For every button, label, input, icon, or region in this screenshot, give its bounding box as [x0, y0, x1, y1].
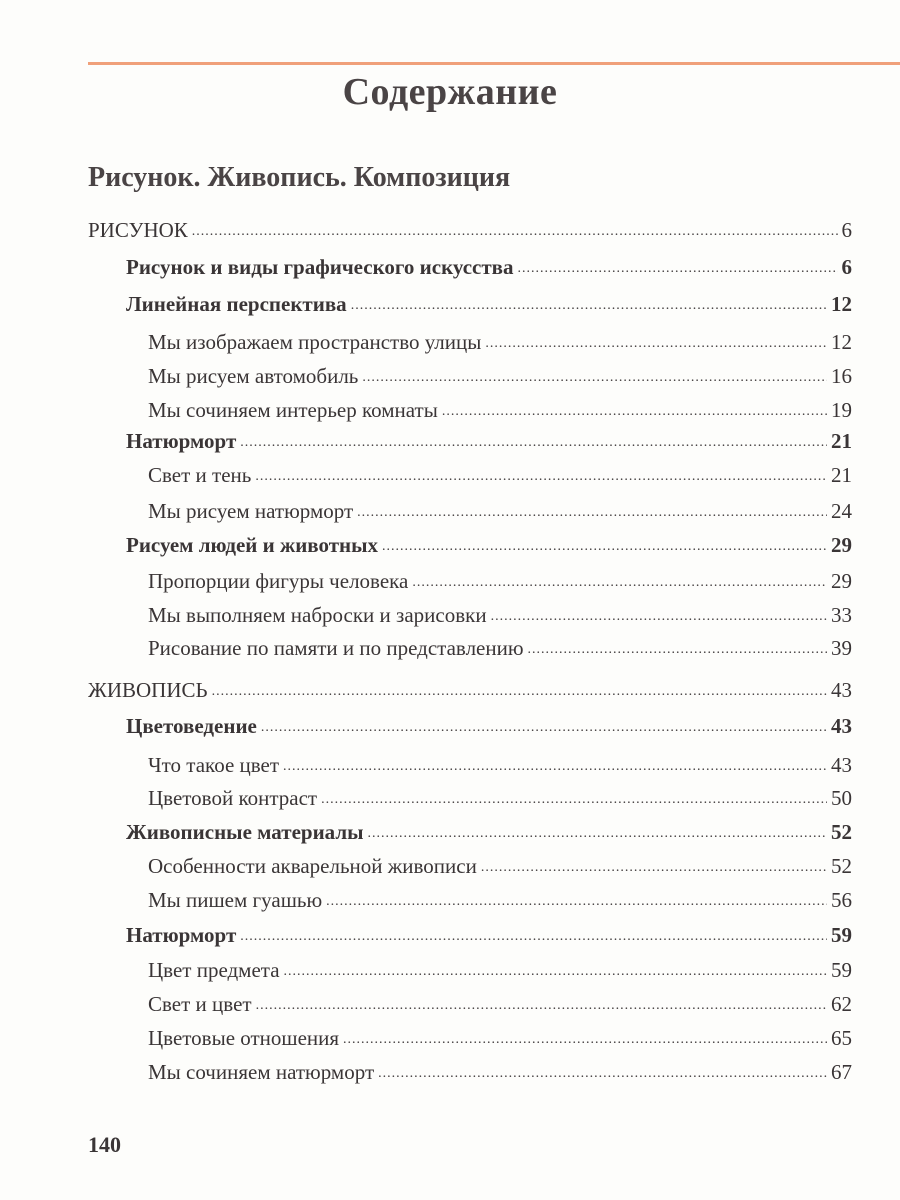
toc-entry-page: 43 — [831, 714, 852, 738]
dot-leader — [485, 334, 827, 354]
toc-entry-label: Мы пишем гуашью — [148, 888, 323, 912]
toc-entry-label: Рисование по памяти и по представлению — [148, 636, 524, 660]
toc-entry-label: Особенности акварельной живописи — [148, 854, 477, 878]
toc-entry[interactable] — [148, 457, 852, 487]
toc-entry-label: Рисунок и виды графического искусства — [126, 255, 514, 279]
toc-entry[interactable] — [148, 392, 852, 422]
toc-entry-label: Цвет предмета — [148, 958, 280, 982]
toc-entry[interactable] — [148, 848, 852, 878]
toc-entry[interactable] — [148, 493, 852, 523]
dot-leader — [240, 433, 827, 453]
toc-entry-page: 12 — [831, 292, 852, 316]
toc-entry-label: Линейная перспектива — [126, 292, 347, 316]
dot-leader — [240, 927, 827, 947]
page-title: Содержание — [342, 71, 558, 113]
toc-entry-page: 52 — [831, 820, 852, 844]
page-number: 140 — [88, 1132, 121, 1157]
dot-leader — [442, 402, 827, 422]
toc-entry-page: 33 — [831, 603, 852, 627]
toc-entry[interactable] — [148, 986, 852, 1016]
toc-entry[interactable] — [88, 212, 852, 242]
toc-entry-page: 39 — [831, 636, 852, 660]
toc-entry-page: 6 — [841, 255, 852, 279]
toc-entry[interactable] — [148, 630, 852, 660]
toc-entry-page: 24 — [831, 499, 852, 523]
toc-entry[interactable] — [148, 563, 852, 593]
toc-entry-page: 12 — [831, 330, 852, 354]
toc-entry-page: 65 — [831, 1026, 852, 1050]
dot-leader — [412, 573, 827, 593]
dot-leader — [518, 259, 838, 279]
toc-entry[interactable] — [126, 286, 852, 316]
toc-entry-label: Мы изображаем пространство улицы — [148, 330, 482, 354]
toc-entry-label: Пропорции фигуры человека — [148, 569, 409, 593]
toc-entry[interactable] — [148, 882, 852, 912]
toc-entry[interactable] — [126, 814, 852, 844]
dot-leader — [256, 996, 827, 1016]
toc-entry[interactable] — [148, 358, 852, 388]
toc-entry-page: 29 — [831, 569, 852, 593]
toc-entry[interactable] — [148, 324, 852, 354]
dot-leader — [284, 962, 827, 982]
toc-entry-page: 67 — [831, 1060, 852, 1084]
toc-entry-label: Свет и цвет — [148, 992, 252, 1016]
dot-leader — [481, 858, 827, 878]
dot-leader — [261, 718, 827, 738]
toc-entry-page: 21 — [831, 463, 852, 487]
toc-entry-label: Мы сочиняем натюрморт — [148, 1060, 375, 1084]
toc-entry-page: 19 — [831, 398, 852, 422]
toc-entry[interactable] — [126, 423, 852, 453]
dot-leader — [192, 222, 838, 242]
toc-entry[interactable] — [126, 527, 852, 557]
toc-entry-page: 21 — [831, 429, 852, 453]
dot-leader — [357, 503, 827, 523]
dot-leader — [351, 296, 827, 316]
toc-entry-label: Цветовые отношения — [148, 1026, 340, 1050]
toc-entry-page: 43 — [831, 753, 852, 777]
toc-entry-page: 6 — [841, 218, 852, 242]
toc-entry-label: Натюрморт — [126, 923, 237, 947]
dot-leader — [368, 824, 827, 844]
toc-entry-page: 43 — [831, 678, 852, 702]
toc-entry-label: Живописные материалы — [126, 820, 364, 844]
toc-entry-page: 52 — [831, 854, 852, 878]
toc-entry[interactable] — [148, 1020, 852, 1050]
toc-entry[interactable] — [148, 747, 852, 777]
dot-leader — [326, 892, 827, 912]
toc-entry-label: ЖИВОПИСЬ — [88, 678, 208, 702]
dot-leader — [321, 790, 827, 810]
dot-leader — [491, 607, 827, 627]
dot-leader — [362, 368, 827, 388]
toc-entry-label: Рисуем людей и животных — [126, 533, 379, 557]
dot-leader — [212, 682, 827, 702]
toc-entry-page: 16 — [831, 364, 852, 388]
toc-entry[interactable] — [148, 1054, 852, 1084]
toc-entry-label: Свет и тень — [148, 463, 252, 487]
toc-entry-label: Мы выполняем наброски и зарисовки — [148, 603, 487, 627]
toc-entry-page: 62 — [831, 992, 852, 1016]
dot-leader — [343, 1030, 827, 1050]
dot-leader — [255, 467, 827, 487]
toc-entry-label: Мы рисуем автомобиль — [148, 364, 359, 388]
toc-entry-label: Что такое цвет — [148, 753, 280, 777]
toc-entry-label: Мы сочиняем интерьер комнаты — [148, 398, 438, 422]
toc-entry-page: 50 — [831, 786, 852, 810]
toc-entry-page: 59 — [831, 923, 852, 947]
toc-entry-page: 59 — [831, 958, 852, 982]
toc-entry[interactable] — [126, 917, 852, 947]
toc-entry-label: Цветоведение — [126, 714, 257, 738]
dot-leader — [283, 757, 827, 777]
toc-entry[interactable] — [126, 708, 852, 738]
toc-entry[interactable] — [148, 780, 852, 810]
part-title: Рисунок. Живопись. Композиция — [88, 162, 511, 193]
toc-entry[interactable] — [88, 672, 852, 702]
toc-entry[interactable] — [148, 597, 852, 627]
toc-entry-label: РИСУНОК — [88, 218, 188, 242]
toc-entry-label: Цветовой контраст — [148, 786, 318, 810]
toc-entry-page: 29 — [831, 533, 852, 557]
dot-leader — [528, 640, 827, 660]
dot-leader — [382, 537, 827, 557]
header-rule — [88, 62, 900, 65]
toc-entry-label: Мы рисуем натюрморт — [148, 499, 354, 523]
toc-entry[interactable] — [126, 249, 852, 279]
dot-leader — [378, 1064, 827, 1084]
toc-entry-label: Натюрморт — [126, 429, 237, 453]
toc-entry[interactable] — [148, 952, 852, 982]
toc-entry-page: 56 — [831, 888, 852, 912]
